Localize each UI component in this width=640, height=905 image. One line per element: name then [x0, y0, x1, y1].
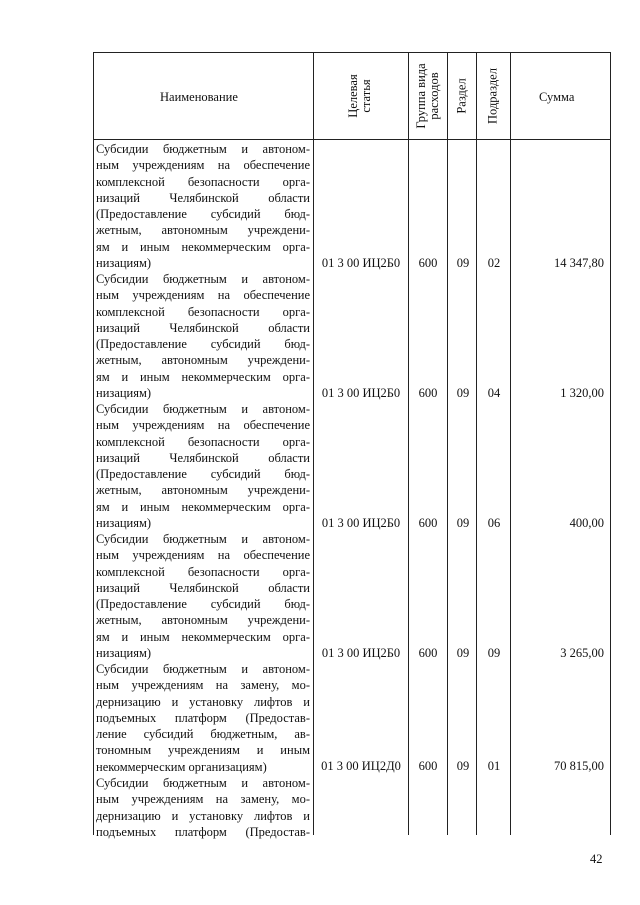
budget-table [93, 52, 611, 839]
row-code: 01 3 00 ИЦ2Б0 [321, 256, 401, 270]
row-section: 09 [456, 386, 470, 400]
column-divider [447, 53, 448, 835]
row-description: Субсидии бюджетным и автоном- ным учреждениям на замену, мо- дернизацию и установку лифтов и подъемных платформ (Предостав- [96, 776, 310, 839]
row-subsection: 01 [487, 759, 501, 773]
row-section: 09 [456, 646, 470, 660]
page-number: 42 [590, 852, 603, 866]
header-target: Целевая статья [346, 74, 373, 118]
column-divider [510, 53, 511, 835]
row-section: 09 [456, 516, 470, 530]
row-sum: 3 265,00 [560, 646, 604, 660]
header-section: Раздел [454, 78, 469, 114]
row-group: 600 [418, 516, 438, 530]
row-description: Субсидии бюджетным и автоном- ным учреждениям на обеспечение комплексной безопасности орга- низаций Челябинской области (Предоставление субсидий бюд- жетным, автономным учреждени- ям и иным некоммерческим орга- низациям) [96, 532, 310, 661]
row-code: 01 3 00 ИЦ2Б0 [321, 646, 401, 660]
row-section: 09 [456, 759, 470, 773]
header-divider [94, 139, 610, 140]
column-divider [476, 53, 477, 835]
row-subsection: 04 [487, 386, 501, 400]
header-sum: Сумма [539, 90, 575, 104]
row-group: 600 [418, 759, 438, 773]
row-sum: 14 347,80 [554, 256, 604, 270]
row-subsection: 09 [487, 646, 501, 660]
row-group: 600 [418, 386, 438, 400]
row-sum: 70 815,00 [554, 759, 604, 773]
header-subsection: Подраздел [485, 68, 500, 124]
row-sum: 1 320,00 [560, 386, 604, 400]
row-subsection: 06 [487, 516, 501, 530]
row-group: 600 [418, 256, 438, 270]
row-code: 01 3 00 ИЦ2Д0 [321, 759, 401, 773]
row-description: Субсидии бюджетным и автоном- ным учреждениям на обеспечение комплексной безопасности орга- низаций Челябинской области (Предоставление субсидий бюд- жетным, автономным учреждени- ям и иным некоммерческим орга- низациям) [96, 402, 310, 531]
column-divider [313, 53, 314, 835]
row-sum: 400,00 [569, 516, 604, 530]
row-code: 01 3 00 ИЦ2Б0 [321, 386, 401, 400]
column-divider [408, 53, 409, 835]
row-description: Субсидии бюджетным и автоном- ным учреждениям на замену, мо- дернизацию и установку лифтов и подъемных платформ (Предостав- ление субсидий бюджетным, ав- тономным учреждениям и иным некоммерческим организациям) [96, 662, 310, 774]
row-code: 01 3 00 ИЦ2Б0 [321, 516, 401, 530]
row-section: 09 [456, 256, 470, 270]
row-subsection: 02 [487, 256, 501, 270]
row-group: 600 [418, 646, 438, 660]
row-description: Субсидии бюджетным и автоном- ным учреждениям на обеспечение комплексной безопасности орга- низаций Челябинской области (Предоставление субсидий бюд- жетным, автономным учреждени- ям и иным некоммерческим орга- низациям) [96, 272, 310, 401]
header-group: Группа вида расходов [414, 63, 441, 129]
header-name: Наименование [160, 90, 238, 104]
row-description: Субсидии бюджетным и автоном- ным учреждениям на обеспечение комплексной безопасности орга- низаций Челябинской области (Предоставление субсидий бюд- жетным, автономным учреждени- ям и иным некоммерческим орга- низациям) [96, 142, 310, 271]
